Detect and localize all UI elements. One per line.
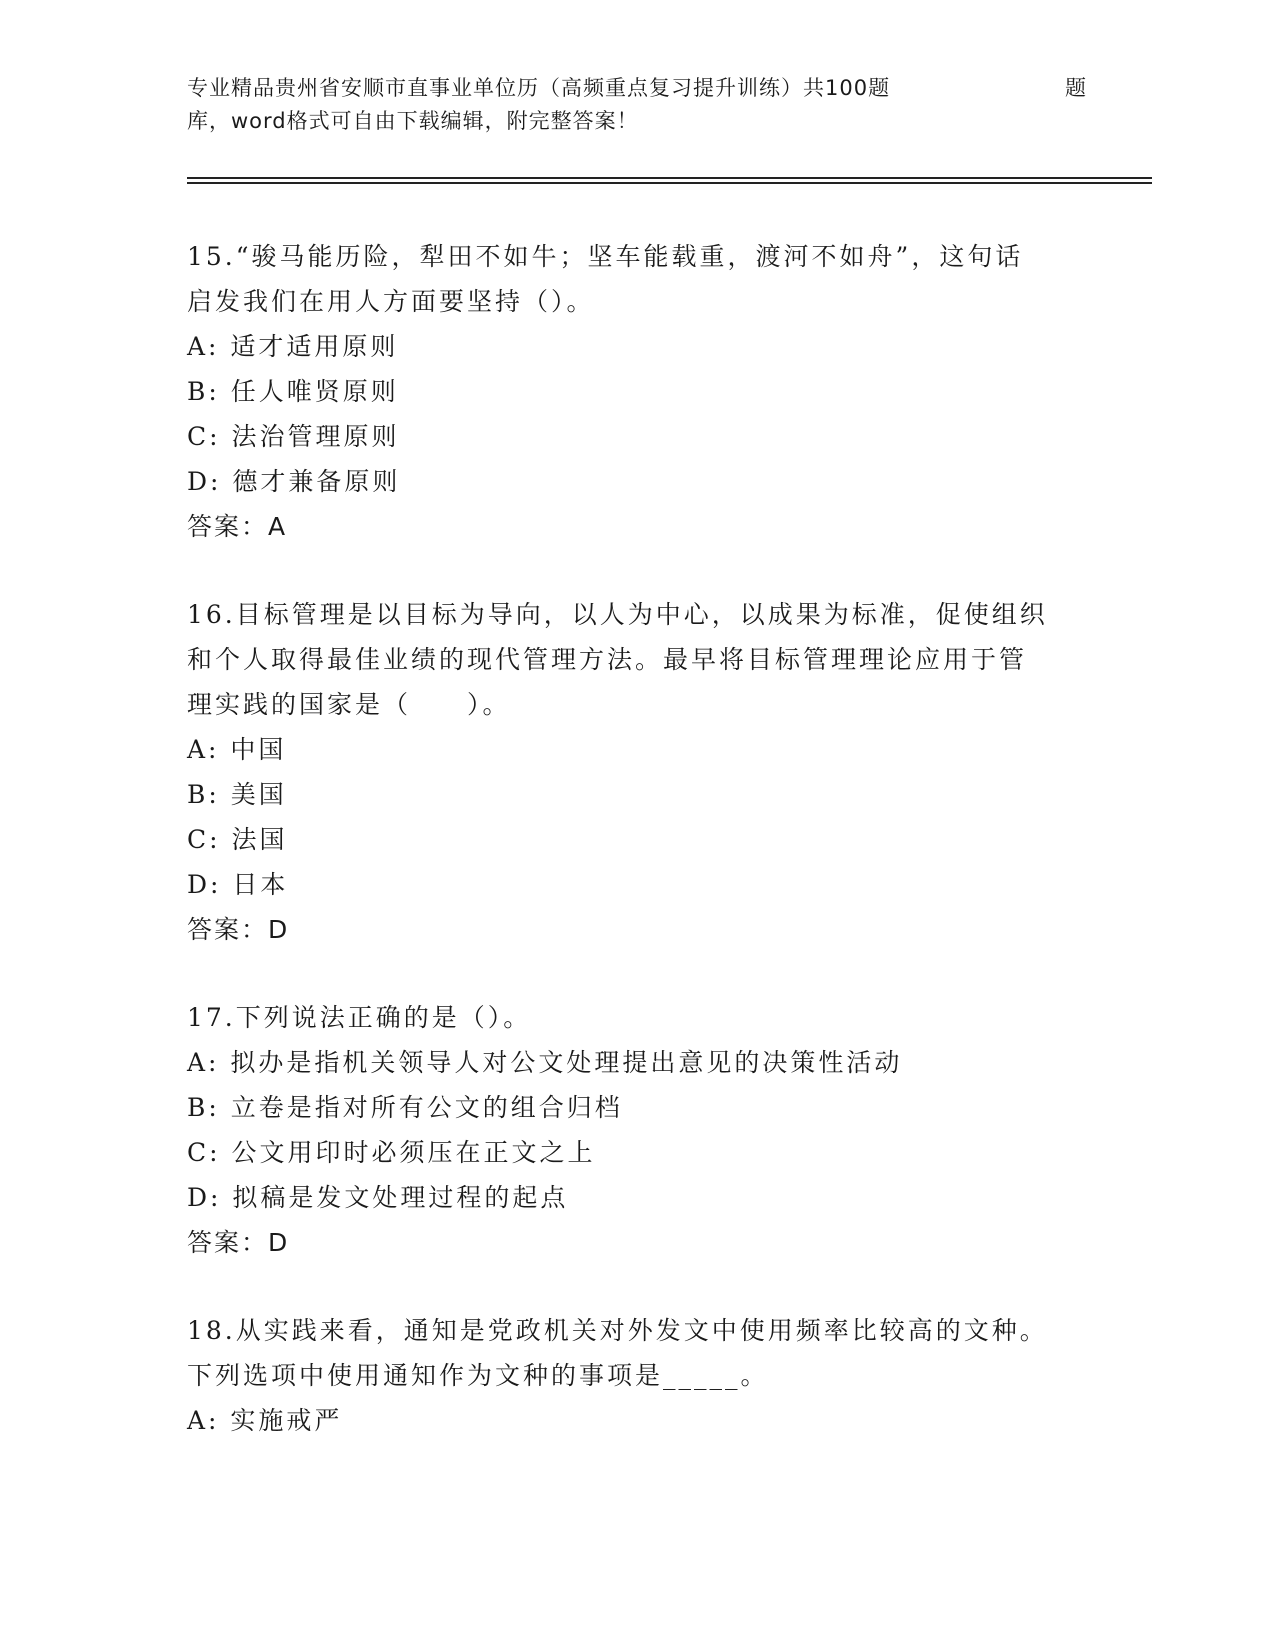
header-line-1 [187, 72, 1087, 105]
document-header [187, 72, 1087, 138]
question-15 [187, 234, 1087, 549]
question-stem: 18.从实践来看，通知是党政机关对外发文中使用频率比较高的文种。 [187, 1316, 1048, 1345]
answer-line: 答案：D [187, 915, 290, 944]
question-stem: 16.目标管理是以目标为导向，以人为中心，以成果为标准，促使组织 [187, 600, 1048, 629]
question-stem: 下列选项中使用通知作为文种的事项是_____。 [187, 1361, 769, 1390]
question-stem: 启发我们在用人方面要坚持（）。 [187, 287, 595, 316]
question-18 [187, 1308, 1087, 1443]
answer-line: 答案：D [187, 1228, 290, 1257]
option-b: B: 任人唯贤原则 [187, 377, 399, 406]
option-d: D: 德才兼备原则 [187, 467, 401, 496]
option-a: A: 拟办是指机关领导人对公文处理提出意见的决策性活动 [187, 1048, 903, 1077]
header-title-text: 专业精品贵州省安顺市直事业单位历（高频重点复习提升训练）共100题 [187, 76, 891, 100]
option-b: B: 立卷是指对所有公文的组合归档 [187, 1093, 623, 1122]
header-title-tail: 题 [1065, 76, 1087, 100]
question-16 [187, 592, 1087, 952]
option-d: D: 拟稿是发文处理过程的起点 [187, 1183, 569, 1212]
question-stem: 和个人取得最佳业绩的现代管理方法。最早将目标管理理论应用于管 [187, 645, 1028, 674]
header-line-2: 库，word格式可自由下载编辑，附完整答案！ [187, 109, 639, 133]
option-a: A: 适才适用原则 [187, 332, 399, 361]
option-c: C: 法治管理原则 [187, 422, 400, 451]
question-17 [187, 995, 1087, 1265]
question-stem: 15.“骏马能历险，犁田不如牛；坚车能载重，渡河不如舟”，这句话 [187, 242, 1024, 271]
option-b: B: 美国 [187, 780, 287, 809]
header-divider-top [187, 177, 1152, 179]
question-list [187, 234, 1087, 1486]
question-stem: 17.下列说法正确的是（）。 [187, 1003, 532, 1032]
option-c: C: 法国 [187, 825, 288, 854]
answer-line: 答案：A [187, 512, 288, 541]
option-a: A: 中国 [187, 735, 287, 764]
option-a: A: 实施戒严 [187, 1406, 343, 1435]
option-d: D: 日本 [187, 870, 289, 899]
header-divider-bottom [187, 182, 1152, 184]
option-c: C: 公文用印时必须压在正文之上 [187, 1138, 596, 1167]
question-stem: 理实践的国家是（ ）。 [187, 690, 511, 719]
